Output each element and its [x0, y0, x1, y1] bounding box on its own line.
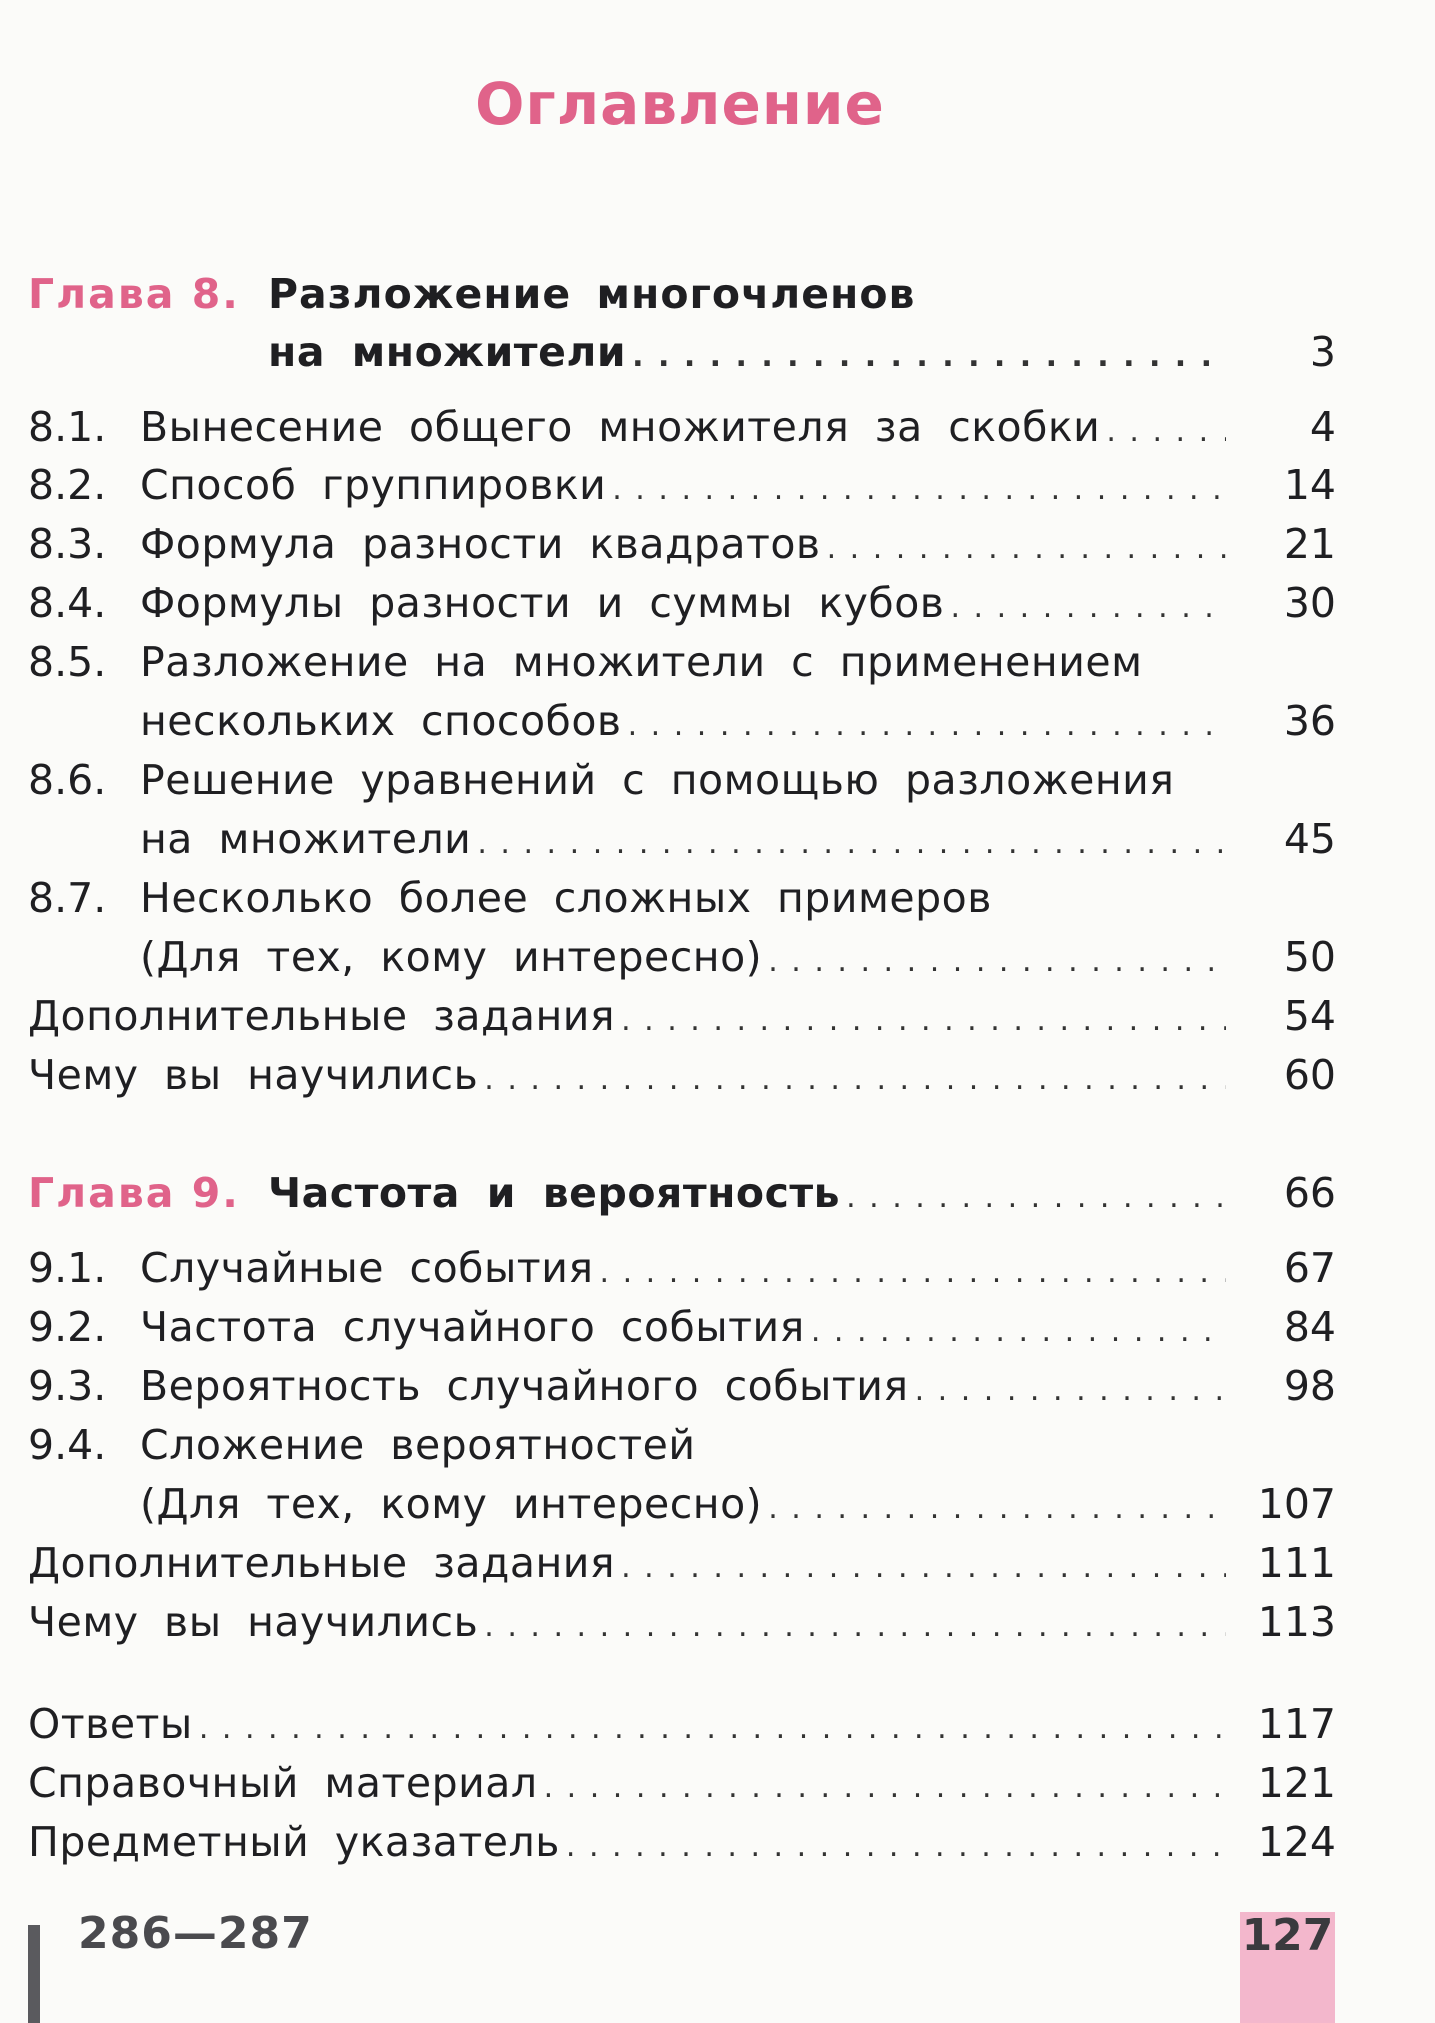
- chapter-label: Глава 9.: [28, 1169, 240, 1217]
- section-title: (Для тех, кому интересно): [140, 1480, 763, 1528]
- section-number: 8.4.: [28, 579, 107, 627]
- chapter-title: Разложение многочленов: [268, 270, 916, 318]
- dot-leader: [827, 515, 1226, 578]
- dot-leader: [477, 810, 1226, 873]
- toc-entry: [28, 1357, 1336, 1415]
- dot-leader: [915, 1357, 1226, 1420]
- dot-leader: [628, 692, 1226, 755]
- section-number: 8.2.: [28, 461, 107, 509]
- section-number: 8.7.: [28, 874, 107, 922]
- toc-entry-continuation: [28, 810, 1336, 868]
- section-title: Формулы разности и суммы кубов: [140, 579, 945, 627]
- section-title: (Для тех, кому интересно): [140, 933, 763, 981]
- section-title: Несколько более сложных примеров: [140, 874, 992, 922]
- toc-entry-continuation: [28, 692, 1336, 750]
- dot-leader: [846, 1164, 1226, 1227]
- toc-entry: [28, 987, 1336, 1045]
- page-number: 124: [1257, 1818, 1336, 1866]
- dot-leader: [621, 1534, 1226, 1597]
- section-title: Чему вы научились: [28, 1598, 479, 1646]
- toc-entry: [28, 515, 1336, 573]
- section-title: нескольких способов: [140, 697, 622, 745]
- section-title: Разложение на множители с применением: [140, 638, 1143, 686]
- dot-leader: [612, 456, 1226, 519]
- chapter-8-heading: [28, 265, 1336, 323]
- page-number: 36: [1283, 697, 1336, 745]
- page-number: 14: [1283, 461, 1336, 509]
- page-number: 45: [1283, 815, 1336, 863]
- section-title: Решение уравнений с помощью разложения: [140, 756, 1175, 804]
- dot-leader: [566, 1813, 1226, 1876]
- dot-leader: [621, 987, 1226, 1050]
- chapter-title: на множители: [268, 328, 627, 376]
- toc-entry: [28, 1298, 1336, 1356]
- section-title: Справочный материал: [28, 1759, 538, 1807]
- page-number: 84: [1283, 1303, 1336, 1351]
- footer-page-number: 127: [1241, 1910, 1334, 1961]
- toc-entry: [28, 1593, 1336, 1651]
- toc-entry: [28, 869, 1336, 927]
- section-number: 8.3.: [28, 520, 107, 568]
- page-number: 60: [1283, 1051, 1336, 1099]
- toc-entry-continuation: [28, 1475, 1336, 1533]
- section-title: Вынесение общего множителя за скобки: [140, 403, 1101, 451]
- toc-entry: [28, 633, 1336, 691]
- page-number: 4: [1309, 403, 1336, 451]
- page-number: 107: [1257, 1480, 1336, 1528]
- section-number: 9.2.: [28, 1303, 107, 1351]
- chapter-label: Глава 8.: [28, 270, 240, 318]
- toc-entry: [28, 456, 1336, 514]
- page-number: 113: [1257, 1598, 1336, 1646]
- page-number: 50: [1283, 933, 1336, 981]
- section-title: Дополнительные задания: [28, 992, 616, 1040]
- dot-leader: [544, 1754, 1226, 1817]
- section-title: Предметный указатель: [28, 1818, 560, 1866]
- dot-leader: [768, 1475, 1226, 1538]
- section-title: Способ группировки: [140, 461, 607, 509]
- page-number: 98: [1283, 1362, 1336, 1410]
- toc-entry-continuation: [28, 928, 1336, 986]
- page-number: 30: [1283, 579, 1336, 627]
- section-number: 9.1.: [28, 1244, 107, 1292]
- section-number: 9.3.: [28, 1362, 107, 1410]
- page-number: 54: [1283, 992, 1336, 1040]
- toc-entry: [28, 1813, 1336, 1871]
- dot-leader: [600, 1239, 1226, 1302]
- chapter-title: Частота и вероятность: [268, 1169, 841, 1217]
- toc-entry: [28, 1695, 1336, 1753]
- section-title: Дополнительные задания: [28, 1539, 616, 1587]
- page-number: 66: [1283, 1169, 1336, 1217]
- toc-entry: [28, 751, 1336, 809]
- page-number: 117: [1257, 1700, 1336, 1748]
- section-title: Чему вы научились: [28, 1051, 479, 1099]
- section-title: Случайные события: [140, 1244, 594, 1292]
- page-title: Оглавление: [475, 70, 885, 138]
- section-title: Формула разности квадратов: [140, 520, 821, 568]
- dot-leader: [950, 574, 1226, 637]
- section-title: Сложение вероятностей: [140, 1421, 696, 1469]
- dot-leader: [768, 928, 1226, 991]
- page-number: 121: [1257, 1759, 1336, 1807]
- section-title: Частота случайного события: [140, 1303, 805, 1351]
- section-number: 8.5.: [28, 638, 107, 686]
- dot-leader: [1106, 398, 1226, 461]
- toc-entry: [28, 398, 1336, 456]
- section-number: 9.4.: [28, 1421, 107, 1469]
- toc-entry: [28, 1534, 1336, 1592]
- dot-leader: [484, 1046, 1226, 1109]
- chapter-9-heading: [28, 1164, 1336, 1222]
- dot-leader: [484, 1593, 1226, 1656]
- dot-leader: [811, 1298, 1226, 1361]
- page-number: 21: [1283, 520, 1336, 568]
- page-number: 67: [1283, 1244, 1336, 1292]
- section-number: 8.6.: [28, 756, 107, 804]
- section-title: Вероятность случайного события: [140, 1362, 909, 1410]
- toc-entry: [28, 1046, 1336, 1104]
- footer-code: 286—287: [78, 1908, 313, 1959]
- page-number: 111: [1257, 1539, 1336, 1587]
- chapter-8-heading-line2: [28, 323, 1336, 381]
- dot-leader: [199, 1695, 1226, 1758]
- toc-entry: [28, 1416, 1336, 1474]
- section-title: Ответы: [28, 1700, 193, 1748]
- page-number: 3: [1309, 328, 1336, 376]
- section-number: 8.1.: [28, 403, 107, 451]
- dot-leader: [632, 323, 1226, 386]
- toc-entry: [28, 1239, 1336, 1297]
- toc-entry: [28, 1754, 1336, 1812]
- section-title: на множители: [140, 815, 472, 863]
- footer-bar: [28, 1925, 40, 2023]
- toc-entry: [28, 574, 1336, 632]
